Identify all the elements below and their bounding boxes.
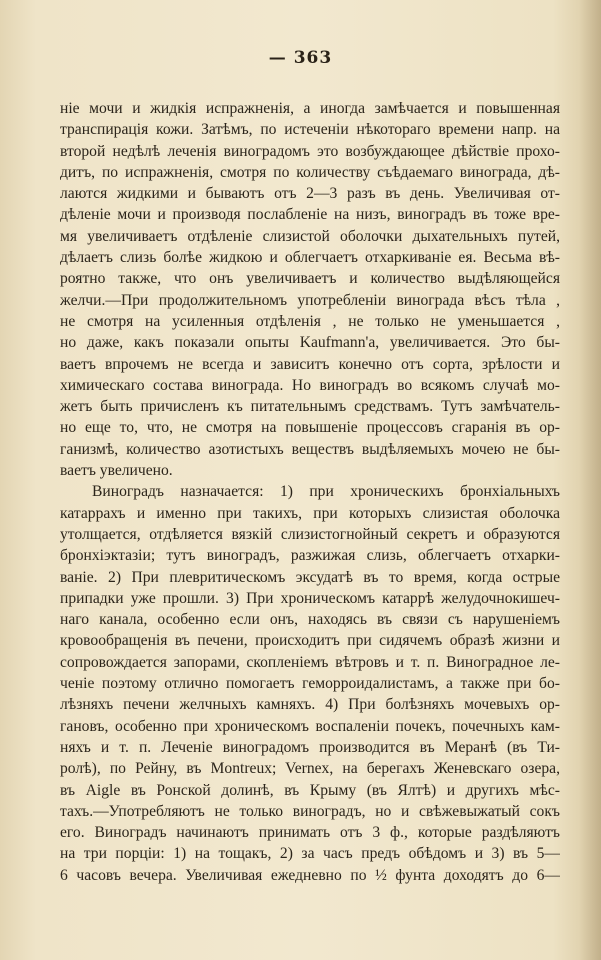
text-line: ганизмѣ, количество азотистыхъ веществъ выдѣляемыхъ мочею не бы-	[60, 440, 560, 458]
text-line: ніе мочи и жидкія испражненія, а иногда замѣчается и повышенная	[60, 100, 560, 117]
text-line: мя увеличиваетъ отдѣленіе слизистой оболочки дыхательныхъ путей,	[60, 227, 560, 245]
text-line: бронхіэктазіи; тутъ виноградъ, разжижая слизь, облегчаетъ отхарки-	[60, 547, 560, 565]
text-line: второй недѣлѣ леченія виноградомъ это возбуждающее дѣйствіе прохо-	[60, 142, 560, 160]
text-line: на три порціи: 1) на тощакъ, 2) за часъ предъ обѣдомъ и 3) въ 5—	[60, 845, 560, 863]
text-line: лаются жидкими и бываютъ отъ 2—3 разъ въ день. Увеличивая от-	[60, 185, 560, 203]
text-line: но даже, какъ показали опыты Kaufmann'a, увеличивается. Это бы-	[60, 334, 560, 352]
text-line: желчи.—При продолжительномъ употребленіи винограда вѣсъ тѣла ,	[60, 291, 560, 309]
text-line: его. Виноградъ начинаютъ принимать отъ 3 ф., которые раздѣляютъ	[60, 824, 560, 842]
text-line: няхъ и т. п. Леченіе виноградомъ производится въ Меранѣ (въ Ти-	[60, 738, 560, 756]
text-line: наго канала, особенно если онъ, находясь въ связи съ нарушеніемъ	[60, 611, 560, 629]
text-line: но еще то, что, не смотря на повышеніе процессовъ сгаранія въ ор-	[60, 419, 560, 437]
text-line: сопровождается запорами, скопленіемъ вѣтровъ и т. п. Виноградное ле-	[60, 653, 560, 671]
text-line: дѣлаетъ слизь болѣе жидкою и облегчаетъ отхаркиваніе ея. Весьма вѣ-	[60, 249, 560, 267]
text-line: жетъ быть причисленъ къ питательнымъ средствамъ. Тутъ замѣчатель-	[60, 398, 560, 416]
text-line: ваетъ увеличено.	[60, 462, 173, 480]
text-line: не смотря на усиленныя отдѣленія , не только не уменьшается ,	[60, 312, 560, 330]
text-line: ролѣ), по Рейну, въ Montreux; Vernex, на берегахъ Женевскаго озера,	[60, 760, 560, 778]
text-line: кровообращенія въ печени, происходитъ при сидячемъ образѣ жизни и	[60, 632, 560, 650]
page-number: — 363	[268, 48, 333, 68]
text-line: ченіе поэтому отлично помогаетъ геморроидалистамъ, а также при бо-	[60, 675, 560, 693]
text-line: роятно также, что онъ увеличиваетъ и количество выдѣляющейся	[60, 270, 560, 288]
text-line: лѣзняхъ печени желчныхъ камняхъ. 4) При болѣзняхъ мочевыхъ ор-	[60, 696, 560, 714]
text-line: припадки уже прошли. 3) При хроническомъ катаррѣ желудочнокишеч-	[60, 589, 560, 607]
text-line: въ Aigle въ Ронской долинѣ, въ Крыму (въ Ялтѣ) и другихъ мѣс-	[60, 781, 560, 799]
text-line: транспирація кожи. Затѣмъ, по истеченіи нѣкотораго времени напр. на	[60, 121, 560, 139]
text-line: дитъ, по испражненія, смотря по количеству съѣдаемаго винограда, дѣ-	[60, 163, 560, 181]
text-line: 6 часовъ вечера. Увеличивая ежедневно по ½ фунта доходятъ до 6—	[60, 866, 560, 884]
text-line: катаррахъ и именно при такихъ, при которыхъ слизистая оболочка	[60, 504, 560, 522]
text-line: гановъ, особенно при хроническомъ воспаленіи почекъ, почечныхъ кам-	[60, 717, 560, 735]
text-line: ваетъ впрочемъ не всегда и зависитъ конечно отъ сорта, зрѣлости и	[60, 355, 560, 373]
text-line: утолщается, отдѣляется вязкій слизистогнойный секретъ и образуются	[60, 525, 560, 543]
text-line: Виноградъ назначается: 1) при хроническихъ бронхіальныхъ	[92, 483, 560, 501]
text-line: химическаго состава винограда. Но виноградъ во всякомъ случаѣ мо-	[60, 376, 560, 394]
page-edge-shadow	[579, 0, 601, 960]
text-line: дѣленіе мочи и производя послабленіе на низъ, виноградъ въ тоже вре-	[60, 206, 560, 224]
text-line: тахъ.—Употребляютъ не только виноградъ, но и свѣжевыжатый сокъ	[60, 802, 560, 820]
text-line: ваніе. 2) При плевритическомъ эксудатѣ въ то время, когда острые	[60, 568, 560, 586]
body-text	[60, 98, 560, 886]
